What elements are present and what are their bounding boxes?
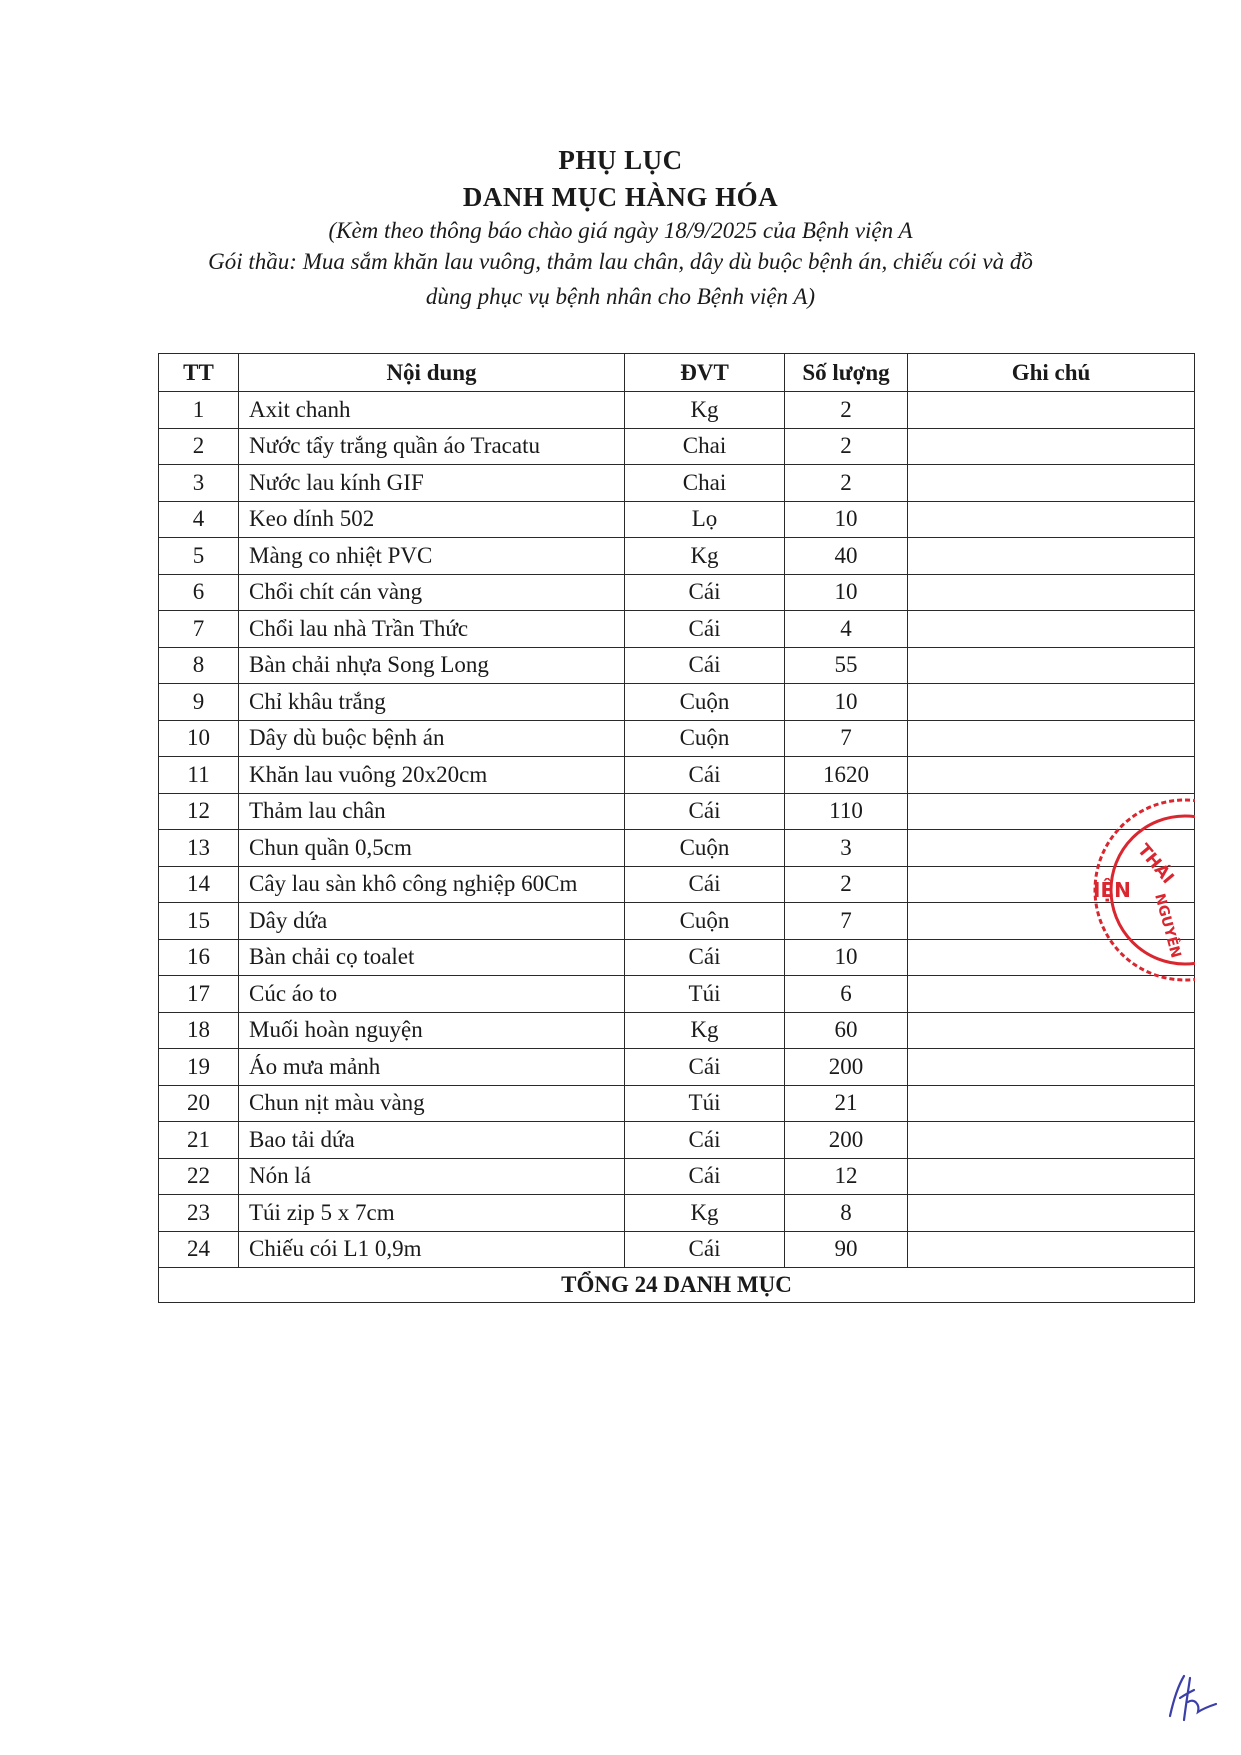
item-name: Nón lá xyxy=(239,1158,625,1195)
row-number: 17 xyxy=(159,976,239,1013)
item-note xyxy=(908,1195,1195,1232)
item-name: Dây dứa xyxy=(239,903,625,940)
item-name: Bàn chải nhựa Song Long xyxy=(239,647,625,684)
item-unit: Cái xyxy=(625,1049,785,1086)
signature-icon xyxy=(1160,1668,1220,1728)
table-row xyxy=(159,1085,1195,1122)
item-unit: Cuộn xyxy=(625,830,785,867)
item-quantity: 1620 xyxy=(785,757,908,794)
item-name: Dây dù buộc bệnh án xyxy=(239,720,625,757)
table-row xyxy=(159,1231,1195,1268)
goods-table xyxy=(158,353,1195,1303)
item-unit: Kg xyxy=(625,1195,785,1232)
item-quantity: 110 xyxy=(785,793,908,830)
item-name: Keo dính 502 xyxy=(239,501,625,538)
item-name: Chun quần 0,5cm xyxy=(239,830,625,867)
item-note xyxy=(908,1158,1195,1195)
item-unit: Cuộn xyxy=(625,903,785,940)
item-unit: Cái xyxy=(625,866,785,903)
column-header-tt: TT xyxy=(159,354,239,392)
item-name: Thảm lau chân xyxy=(239,793,625,830)
item-quantity: 6 xyxy=(785,976,908,1013)
item-quantity: 60 xyxy=(785,1012,908,1049)
item-name: Bàn chải cọ toalet xyxy=(239,939,625,976)
item-quantity: 7 xyxy=(785,720,908,757)
total-row xyxy=(159,1268,1195,1303)
total-label: TỔNG 24 DANH MỤC xyxy=(159,1268,1195,1303)
item-unit: Túi xyxy=(625,1085,785,1122)
row-number: 15 xyxy=(159,903,239,940)
table-row xyxy=(159,428,1195,465)
item-note xyxy=(908,538,1195,575)
row-number: 7 xyxy=(159,611,239,648)
item-name: Muối hoàn nguyện xyxy=(239,1012,625,1049)
table-row xyxy=(159,1049,1195,1086)
subtitle-line-3: dùng phục vụ bệnh nhân cho Bệnh viện A) xyxy=(425,284,816,309)
item-name: Nước lau kính GIF xyxy=(239,465,625,502)
item-name: Màng co nhiệt PVC xyxy=(239,538,625,575)
item-name: Khăn lau vuông 20x20cm xyxy=(239,757,625,794)
item-unit: Chai xyxy=(625,465,785,502)
initials-signature xyxy=(1160,1668,1220,1728)
seal-icon xyxy=(1075,790,1195,990)
item-quantity: 10 xyxy=(785,939,908,976)
item-quantity: 21 xyxy=(785,1085,908,1122)
item-quantity: 12 xyxy=(785,1158,908,1195)
item-unit: Kg xyxy=(625,392,785,429)
item-note xyxy=(908,611,1195,648)
row-number: 14 xyxy=(159,866,239,903)
seal-text-middle: IỆN xyxy=(1093,878,1131,902)
item-unit: Cái xyxy=(625,939,785,976)
table-row xyxy=(159,903,1195,940)
catalog-title: DANH MỤC HÀNG HÓA xyxy=(462,182,779,212)
item-quantity: 2 xyxy=(785,428,908,465)
row-number: 12 xyxy=(159,793,239,830)
table-header-row xyxy=(159,354,1195,392)
item-note xyxy=(908,465,1195,502)
table-row xyxy=(159,392,1195,429)
red-seal-stamp xyxy=(1075,790,1195,990)
table-row xyxy=(159,757,1195,794)
item-quantity: 2 xyxy=(785,866,908,903)
column-header-quantity: Số lượng xyxy=(785,354,908,392)
seal-text-top: THÁI xyxy=(1133,840,1178,888)
row-number: 20 xyxy=(159,1085,239,1122)
row-number: 4 xyxy=(159,501,239,538)
item-unit: Cái xyxy=(625,757,785,794)
row-number: 6 xyxy=(159,574,239,611)
seal-text-side: NGUYÊN xyxy=(1151,891,1184,960)
item-quantity: 40 xyxy=(785,538,908,575)
row-number: 3 xyxy=(159,465,239,502)
table-row xyxy=(159,647,1195,684)
item-quantity: 200 xyxy=(785,1049,908,1086)
row-number: 9 xyxy=(159,684,239,721)
item-quantity: 7 xyxy=(785,903,908,940)
item-note xyxy=(908,684,1195,721)
item-quantity: 2 xyxy=(785,392,908,429)
item-note xyxy=(908,757,1195,794)
item-note xyxy=(908,501,1195,538)
item-unit: Lọ xyxy=(625,501,785,538)
item-note xyxy=(908,1012,1195,1049)
item-unit: Cái xyxy=(625,574,785,611)
row-number: 22 xyxy=(159,1158,239,1195)
item-quantity: 90 xyxy=(785,1231,908,1268)
item-name: Chỉ khâu trắng xyxy=(239,684,625,721)
item-name: Túi zip 5 x 7cm xyxy=(239,1195,625,1232)
item-note xyxy=(908,392,1195,429)
item-name: Chun nịt màu vàng xyxy=(239,1085,625,1122)
row-number: 16 xyxy=(159,939,239,976)
goods-table-wrapper xyxy=(158,353,1194,1303)
item-unit: Kg xyxy=(625,1012,785,1049)
item-unit: Túi xyxy=(625,976,785,1013)
item-note xyxy=(908,720,1195,757)
table-row xyxy=(159,538,1195,575)
item-quantity: 4 xyxy=(785,611,908,648)
subtitle-line-2: Gói thầu: Mua sắm khăn lau vuông, thảm lau chân, dây dù buộc bệnh án, chiếu cói và đồ xyxy=(208,249,1033,274)
column-header-content: Nội dung xyxy=(239,354,625,392)
item-note xyxy=(908,1122,1195,1159)
item-note xyxy=(908,647,1195,684)
item-unit: Cái xyxy=(625,1231,785,1268)
item-unit: Cái xyxy=(625,1158,785,1195)
row-number: 13 xyxy=(159,830,239,867)
item-note xyxy=(908,1049,1195,1086)
row-number: 8 xyxy=(159,647,239,684)
table-row xyxy=(159,1158,1195,1195)
item-name: Chổi chít cán vàng xyxy=(239,574,625,611)
column-header-note: Ghi chú xyxy=(908,354,1195,392)
row-number: 24 xyxy=(159,1231,239,1268)
table-row xyxy=(159,830,1195,867)
item-name: Áo mưa mảnh xyxy=(239,1049,625,1086)
table-row xyxy=(159,720,1195,757)
row-number: 19 xyxy=(159,1049,239,1086)
item-unit: Cuộn xyxy=(625,684,785,721)
row-number: 5 xyxy=(159,538,239,575)
table-row xyxy=(159,1195,1195,1232)
item-unit: Kg xyxy=(625,538,785,575)
table-row xyxy=(159,574,1195,611)
row-number: 18 xyxy=(159,1012,239,1049)
table-row xyxy=(159,976,1195,1013)
table-row xyxy=(159,939,1195,976)
column-header-unit: ĐVT xyxy=(625,354,785,392)
item-quantity: 10 xyxy=(785,684,908,721)
item-name: Chổi lau nhà Trần Thức xyxy=(239,611,625,648)
table-row xyxy=(159,1122,1195,1159)
item-unit: Cái xyxy=(625,611,785,648)
appendix-title: PHỤ LỤC xyxy=(558,145,683,175)
item-quantity: 3 xyxy=(785,830,908,867)
item-name: Cây lau sàn khô công nghiệp 60Cm xyxy=(239,866,625,903)
row-number: 23 xyxy=(159,1195,239,1232)
item-name: Nước tẩy trắng quần áo Tracatu xyxy=(239,428,625,465)
item-quantity: 55 xyxy=(785,647,908,684)
item-name: Chiếu cói L1 0,9m xyxy=(239,1231,625,1268)
item-unit: Cái xyxy=(625,647,785,684)
item-name: Axit chanh xyxy=(239,392,625,429)
item-quantity: 10 xyxy=(785,501,908,538)
item-note xyxy=(908,574,1195,611)
table-row xyxy=(159,793,1195,830)
table-row xyxy=(159,684,1195,721)
item-name: Cúc áo to xyxy=(239,976,625,1013)
item-quantity: 10 xyxy=(785,574,908,611)
item-unit: Cuộn xyxy=(625,720,785,757)
table-row xyxy=(159,501,1195,538)
item-note xyxy=(908,1085,1195,1122)
row-number: 10 xyxy=(159,720,239,757)
item-quantity: 200 xyxy=(785,1122,908,1159)
item-note xyxy=(908,1231,1195,1268)
table-row xyxy=(159,465,1195,502)
row-number: 21 xyxy=(159,1122,239,1159)
table-body xyxy=(159,392,1195,1268)
table-row xyxy=(159,866,1195,903)
row-number: 11 xyxy=(159,757,239,794)
item-unit: Cái xyxy=(625,793,785,830)
item-quantity: 2 xyxy=(785,465,908,502)
item-unit: Chai xyxy=(625,428,785,465)
item-name: Bao tải dứa xyxy=(239,1122,625,1159)
item-quantity: 8 xyxy=(785,1195,908,1232)
item-note xyxy=(908,428,1195,465)
subtitle-line-1: (Kèm theo thông báo chào giá ngày 18/9/2025 của Bệnh viện A xyxy=(328,218,913,243)
row-number: 1 xyxy=(159,392,239,429)
table-row xyxy=(159,611,1195,648)
table-row xyxy=(159,1012,1195,1049)
item-unit: Cái xyxy=(625,1122,785,1159)
row-number: 2 xyxy=(159,428,239,465)
